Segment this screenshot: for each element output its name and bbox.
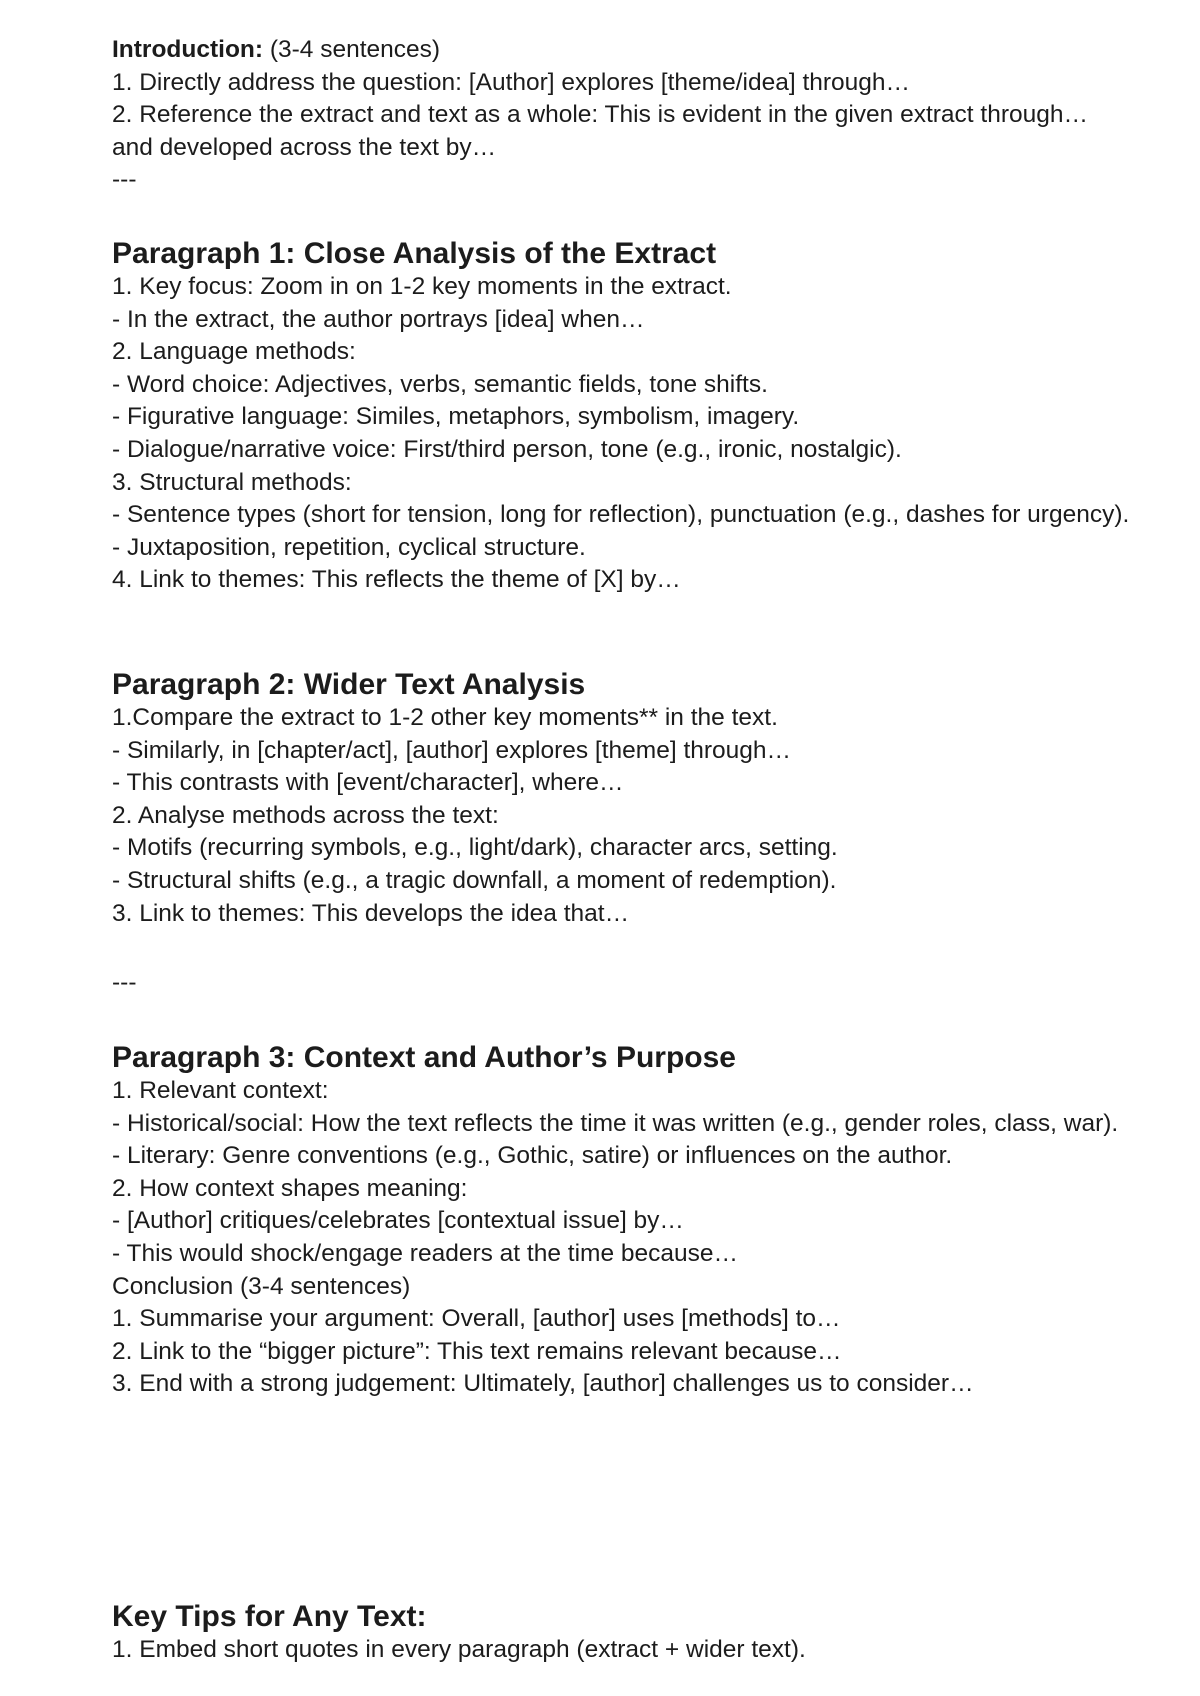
paragraph3-line: 2. How context shapes meaning: bbox=[112, 1174, 468, 1202]
paragraph1-section bbox=[112, 237, 1172, 597]
paragraph2-line: 3. Link to themes: This develops the idea that… bbox=[112, 899, 630, 927]
section-divider: --- bbox=[112, 166, 137, 194]
paragraph2-divider-block bbox=[112, 967, 1172, 1000]
conclusion-line: 3. End with a strong judgement: Ultimately, [author] challenges us to consider… bbox=[112, 1370, 974, 1398]
paragraph2-section bbox=[112, 668, 1172, 930]
paragraph3-heading: Paragraph 3: Context and Author’s Purpose bbox=[112, 1041, 736, 1074]
key-tips-section bbox=[112, 1600, 1172, 1667]
introduction-line: 1. Directly address the question: [Author] explores [theme/idea] through… bbox=[112, 68, 911, 96]
paragraph1-line: - Figurative language: Similes, metaphors, symbolism, imagery. bbox=[112, 403, 800, 431]
key-tips-line: 1. Embed short quotes in every paragraph (extract + wider text). bbox=[112, 1636, 806, 1663]
paragraph2-line: - This contrasts with [event/character], where… bbox=[112, 769, 624, 797]
paragraph2-heading: Paragraph 2: Wider Text Analysis bbox=[112, 668, 586, 701]
paragraph1-line: - Dialogue/narrative voice: First/third person, tone (e.g., ironic, nostalgic). bbox=[112, 435, 902, 463]
paragraph1-line: - Word choice: Adjectives, verbs, semantic fields, tone shifts. bbox=[112, 370, 768, 398]
paragraph3-line: - Historical/social: How the text reflects the time it was written (e.g., gender roles, class, war). bbox=[112, 1109, 1119, 1137]
paragraph1-line: - Sentence types (short for tension, long for reflection), punctuation (e.g., dashes for urgency). bbox=[112, 501, 1130, 529]
paragraph1-line: 4. Link to themes: This reflects the theme of [X] by… bbox=[112, 566, 681, 594]
paragraph3-line: - [Author] critiques/celebrates [contextual issue] by… bbox=[112, 1207, 684, 1235]
paragraph1-line: 3. Structural methods: bbox=[112, 468, 352, 496]
paragraph2-line: - Similarly, in [chapter/act], [author] explores [theme] through… bbox=[112, 736, 792, 764]
section-divider: --- bbox=[112, 969, 137, 996]
conclusion-line: 2. Link to the “bigger picture”: This text remains relevant because… bbox=[112, 1337, 842, 1365]
paragraph2-line: - Structural shifts (e.g., a tragic downfall, a moment of redemption). bbox=[112, 866, 837, 894]
paragraph1-line: - In the extract, the author portrays [idea] when… bbox=[112, 305, 645, 333]
introduction-sentences-note: (3-4 sentences) bbox=[263, 36, 441, 63]
introduction-title-line bbox=[112, 34, 1172, 67]
conclusion-line: 1. Summarise your argument: Overall, [author] uses [methods] to… bbox=[112, 1305, 841, 1333]
introduction-section bbox=[112, 34, 1172, 197]
paragraph1-heading: Paragraph 1: Close Analysis of the Extract bbox=[112, 237, 717, 270]
paragraph2-line: 2. Analyse methods across the text: bbox=[112, 801, 499, 829]
paragraph2-line: 1.Compare the extract to 1-2 other key moments** in the text. bbox=[112, 704, 778, 731]
introduction-line: 2. Reference the extract and text as a whole: This is evident in the given extract through… and developed across the text by… bbox=[112, 101, 1089, 161]
paragraph3-section bbox=[112, 1041, 1172, 1401]
key-tips-heading: Key Tips for Any Text: bbox=[112, 1600, 427, 1633]
paragraph1-line: 2. Language methods: bbox=[112, 338, 356, 366]
paragraph1-line: 1. Key focus: Zoom in on 1-2 key moments in the extract. bbox=[112, 273, 732, 300]
paragraph1-line: - Juxtaposition, repetition, cyclical structure. bbox=[112, 533, 586, 561]
paragraph3-line: - This would shock/engage readers at the time because… bbox=[112, 1239, 739, 1267]
paragraph2-line: - Motifs (recurring symbols, e.g., light/dark), character arcs, setting. bbox=[112, 834, 838, 862]
paragraph3-line: 1. Relevant context: bbox=[112, 1077, 329, 1104]
introduction-label: Introduction: bbox=[112, 36, 264, 63]
paragraph3-line: - Literary: Genre conventions (e.g., Gothic, satire) or influences on the author. bbox=[112, 1142, 953, 1170]
conclusion-label: Conclusion (3-4 sentences) bbox=[112, 1272, 411, 1300]
